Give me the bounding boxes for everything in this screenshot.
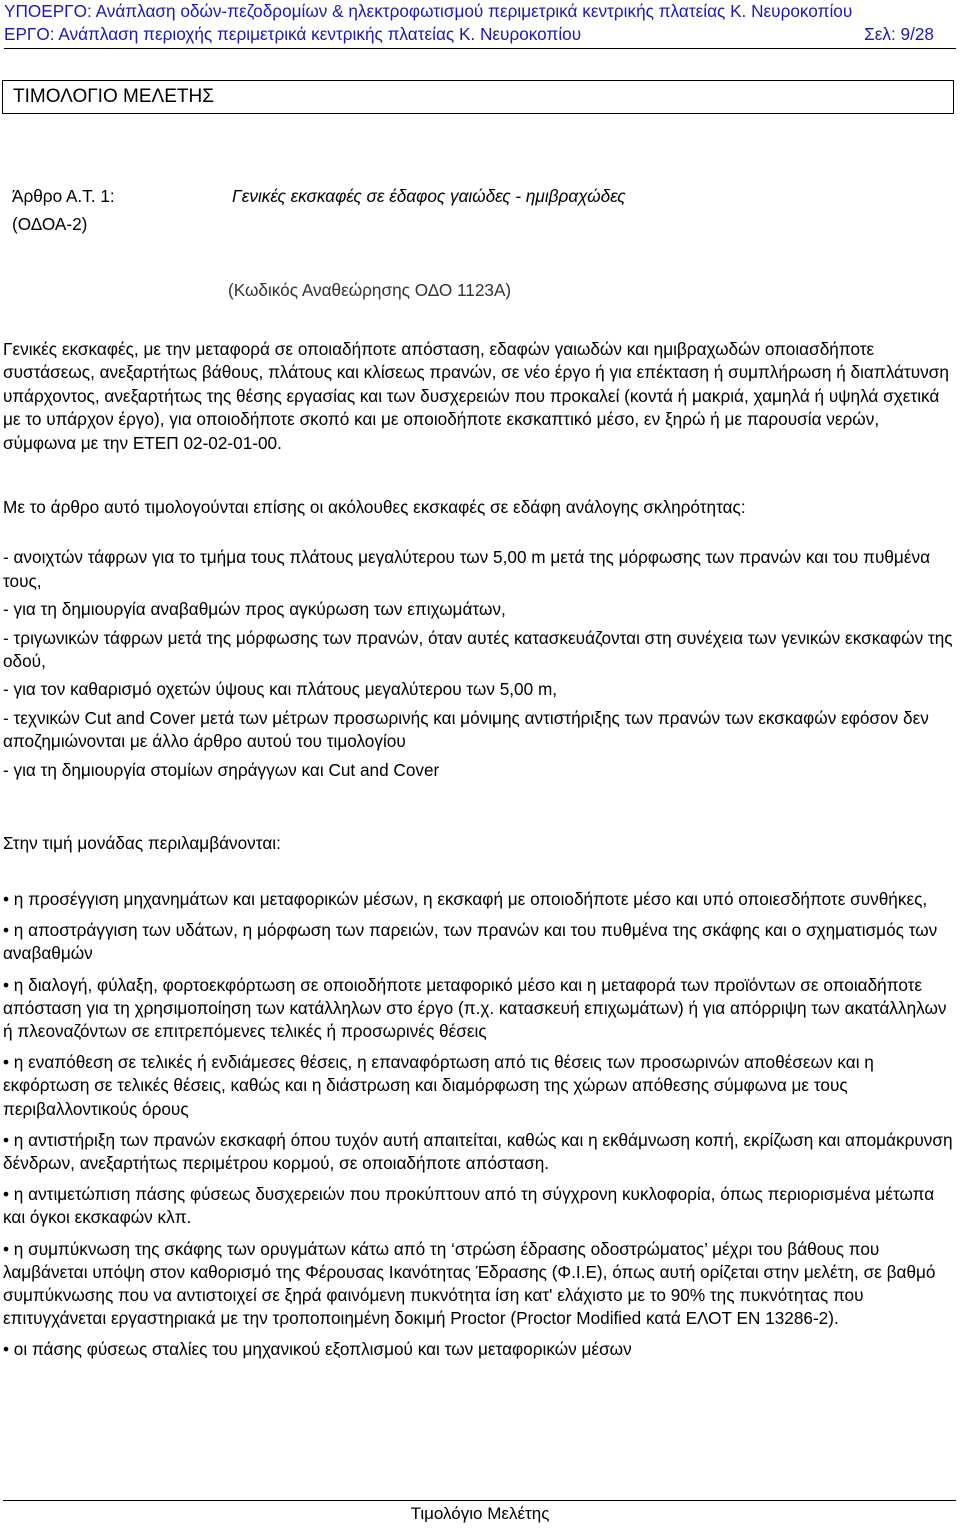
document-title: ΤΙΜΟΛΟΓΙΟ ΜΕΛΕΤΗΣ [2, 80, 954, 114]
bullet-item: • οι πάσης φύσεως σταλίες του μηχανικού εξοπλισμού και των μεταφορικών μέσων [3, 1339, 632, 1360]
article-revision-code: (Κωδικός Αναθεώρησης ΟΔΟ 1123Α) [228, 280, 512, 300]
article-code: (ΟΔΟΑ-2) [12, 214, 88, 234]
spacer [3, 519, 953, 546]
included-bullet-list [3, 888, 955, 1370]
footer-divider [3, 1500, 956, 1501]
bullet-item: • η αντιμετώπιση πάσης φύσεως δυσχερειών που προκύπτουν από τη σύγχρονη κυκλοφορία, όπως περιορισμένα μέτωπα και όγκοι εκσκαφών κλπ. [3, 1184, 935, 1228]
bullet-item: • η διαλογή, φύλαξη, φορτοεκφόρτωση σε οποιοδήποτε μεταφορικό μέσο και η μεταφορά των προϊόντων σε οποιαδήποτε απόσταση για τη χρησιμοποίηση των κατάλληλων στο έργο (π.χ. κατασκευή επιχωμάτων) ή για απόρριψη των ακατάλληλων ή πλεοναζόντων σε επιτρεπόμενες τελικές ή προσωρινές θέσεις [3, 974, 947, 1042]
dash-list-item: - για τη δημιουργία στομίων σηράγγων και Cut and Cover [3, 759, 440, 780]
additional-excavations-section [3, 496, 953, 787]
bullet-item: • η αποστράγγιση των υδάτων, η μόρφωση των παρειών, των πρανών και του πυθμένα της σκάφης και ο σχηματισμός των αναβαθμών [3, 920, 938, 964]
article-number: Άρθρο Α.Τ. 1: [12, 186, 115, 206]
included-heading: Στην τιμή μονάδας περιλαμβάνονται: [3, 833, 281, 853]
header-project-title: ΕΡΓΟ: Ανάπλαση περιοχής περιμετρικά κεντρικής πλατείας Κ. Νευροκοπίου [4, 24, 582, 44]
article-title: Γενικές εκσκαφές σε έδαφος γαιώδες - ημιβραχώδες [232, 186, 626, 206]
bullet-item: • η προσέγγιση μηχανημάτων και μεταφορικών μέσων, η εκσκαφή με οποιοδήποτε μέσο και υπό οποιεσδήποτε συνθήκες, [3, 889, 928, 909]
footer-label: Τιμολόγιο Μελέτης [410, 1504, 550, 1523]
header-project [4, 23, 956, 49]
additional-excavations-intro: Με το άρθρο αυτό τιμολογούνται επίσης οι ακόλουθες εκσκαφές σε εδάφη ανάλογης σκληρότητας: [3, 497, 746, 517]
dash-list-item: - ανοιχτών τάφρων για το τμήμα τους πλάτους μεγαλύτερου των 5,00 m μετά της μόρφωσης των πρανών και του πυθμένα τους, [3, 547, 931, 591]
bullet-item: • η συμπύκνωση της σκάφης των ορυγμάτων κάτω από τη ‘στρώση έδρασης οδοστρώματος’ μέχρι του βάθους που λαμβάνεται υπόψη στον καθορισμό της Φέρουσας Ικανότητας Έδρασης (Φ.Ι.Ε), όπως αυτή ορίζεται στην μελέτη, σε βαθμό συμπύκνωσης που να αντιστοιχεί σε ξηρά φαινόμενη πυκνότητα ίση κατ' ελάχιστο με το 90% της πυκνότητας που επιτυγχάνεται εργαστηριακά με την τροποποιημένη δοκιμή Proctor (Proctor Modified κατά ΕΛΟΤ ΕΝ 13286-2). [3, 1238, 936, 1329]
bullet-item: • η αντιστήριξη των πρανών εκσκαφή όπου τυχόν αυτή απαιτείται, καθώς και η εκθάμνωση κοπή, εκρίζωση και απομάκρυνση δένδρων, ανεξαρτήτως περιμέτρου κορμού, σε οποιαδήποτε απόσταση. [3, 1129, 953, 1174]
header-subproject: ΥΠΟΕΡΓΟ: Ανάπλαση οδών-πεζοδρομίων & ηλεκτροφωτισμού περιμετρικά κεντρικής πλατείας Κ. Νευροκοπίου [4, 1, 853, 21]
dash-list-item: - τεχνικών Cut and Cover μετά των μέτρων προσωρινής και μόνιμης αντιστήριξης των πρανών των εκσκαφών εφόσον δεν αποζημιώνονται με άλλο άρθρο αυτού του τιμολογίου [3, 707, 929, 752]
article-label [12, 182, 115, 238]
page-number: Σελ: 9/28 [864, 24, 934, 44]
bullet-item: • η εναπόθεση σε τελικές ή ενδιάμεσες θέσεις, η επαναφόρτωση από τις θέσεις των προσωρινών αποθέσεων και η εκφόρτωση σε τελικές θέσεις, καθώς και η διάστρωση και διαμόρφωση της χώρων απόθεσης σύμφωνα με τους περιβαλλοντικούς όρους [3, 1052, 874, 1119]
dash-list-item: - για τον καθαρισμό οχετών ύψους και πλάτους μεγαλύτερου των 5,00 m, [3, 679, 558, 700]
dash-list-item: - τριγωνικών τάφρων μετά της μόρφωσης των πρανών, όταν αυτές κατασκευάζονται στη συνέχεια των γενικών εκσκαφών της οδού, [3, 627, 953, 672]
article-description: Γενικές εκσκαφές, με την μεταφορά σε οποιαδήποτε απόσταση, εδαφών γαιωδών και ημιβραχωδών οποιασδήποτε συστάσεως, ανεξαρτήτως βάθους, πλάτους και κλίσεως πρανών, σε νέο έργο ή για επέκταση ή συμπλήρωση ή διαπλάτυνση υπάρχοντος, ανεξαρτήτως της θέσης εργασίας και των δυσχερειών που προκαλεί (κοντά ή μακριά, χαμηλά ή υψηλά σχετικά με το υπάρχον έργο), για οποιοδήποτε σκοπό και με οποιοδήποτε εκσκαπτικό μέσο, εν ξηρώ ή με παρουσία νερών, σύμφωνα με την ΕΤΕΠ 02-02-01-00. [3, 339, 949, 453]
dash-list-item: - για τη δημιουργία αναβαθμών προς αγκύρωση των επιχωμάτων, [3, 599, 506, 620]
